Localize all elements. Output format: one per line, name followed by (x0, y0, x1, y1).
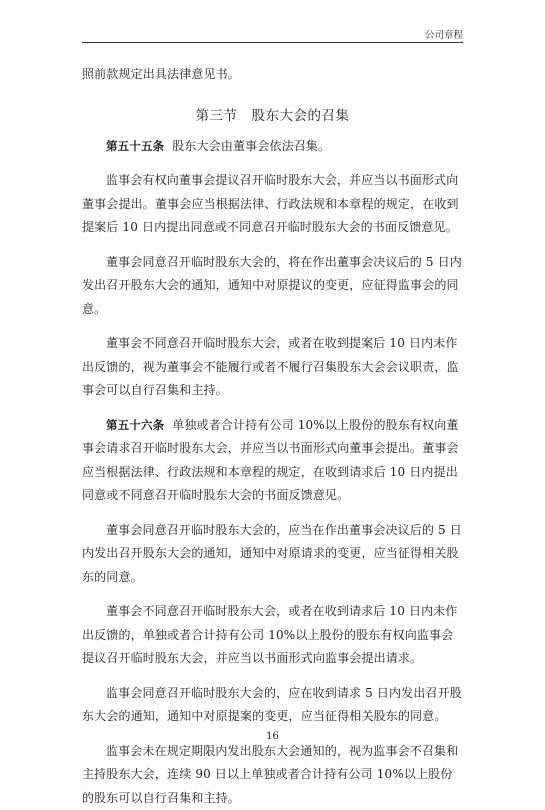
paragraph (82, 682, 463, 729)
paragraph-text: 股东大会由董事会依法召集。 (172, 139, 330, 153)
paragraph-text: 董事会不同意召开临时股东大会，或者在收到请求后 10 日内未作出反馈的，单独或者合计持有公司 10%以上股份的股东有权向监事会提议召开临时股东大会，并应当以书面形式向监事会提出请求。 (82, 604, 458, 665)
paragraph (82, 169, 463, 240)
paragraph-text: 监事会同意召开临时股东大会的，应在收到请求 5 日内发出召开股东大会的通知，通知中对原提案的变更，应当征得相关股东的同意。 (82, 686, 462, 724)
paragraph (82, 740, 463, 810)
page-number: 16 (0, 731, 545, 742)
section-title: 第三节 股东大会的召集 (82, 104, 463, 124)
paragraph-text: 董事会同意召开临时股东大会的，应当在作出董事会决议后的 5 日内发出召开股东大会的通知，通知中对原请求的变更，应当征得相关股东的同意。 (82, 523, 462, 584)
paragraph-text: 单独或者合计持有公司 10%以上股份的股东有权向董事会请求召开临时股东大会，并应当以书面形式向董事会提出。董事会应当根据法律、行政法规和本章程的规定，在收到请求后 10 日内提出同意或不同意召开临时股东大会的书面反馈意见。 (82, 418, 459, 503)
lead-text: 照前款规定出具法律意见书。 (82, 63, 463, 87)
article-55-paragraph (82, 135, 463, 159)
document-body (82, 63, 463, 810)
paragraph-text: 董事会不同意召开临时股东大会，或者在收到提案后 10 日内未作出反馈的，视为董事会不能履行或者不履行召集股东大会会议职责，监事会可以自行召集和主持。 (82, 336, 459, 397)
header-title: 公司章程 (425, 27, 463, 41)
paragraph-text: 董事会同意召开临时股东大会的，将在作出董事会决议后的 5 日内发出召开股东大会的通知，通知中对原提议的变更，应征得监事会的同意。 (82, 255, 462, 316)
article-56-paragraph (82, 414, 463, 508)
paragraph (82, 600, 463, 671)
paragraph-text: 监事会未在规定期限内发出股东大会通知的，视为监事会不召集和主持股东大会，连续 90 日以上单独或者合计持有公司 10%以上股份的股东可以自行召集和主持。 (82, 744, 458, 805)
article-number: 第五十五条 (106, 139, 164, 153)
paragraph (82, 251, 463, 322)
paragraph (82, 332, 463, 403)
article-number: 第五十六条 (106, 418, 164, 432)
header-divider (82, 42, 463, 43)
paragraph-text: 监事会有权向董事会提议召开临时股东大会，并应当以书面形式向董事会提出。董事会应当根据法律、行政法规和本章程的规定，在收到提案后 10 日内提出同意或不同意召开临时股东大会的书面反馈意见。 (82, 173, 459, 234)
paragraph (82, 519, 463, 590)
